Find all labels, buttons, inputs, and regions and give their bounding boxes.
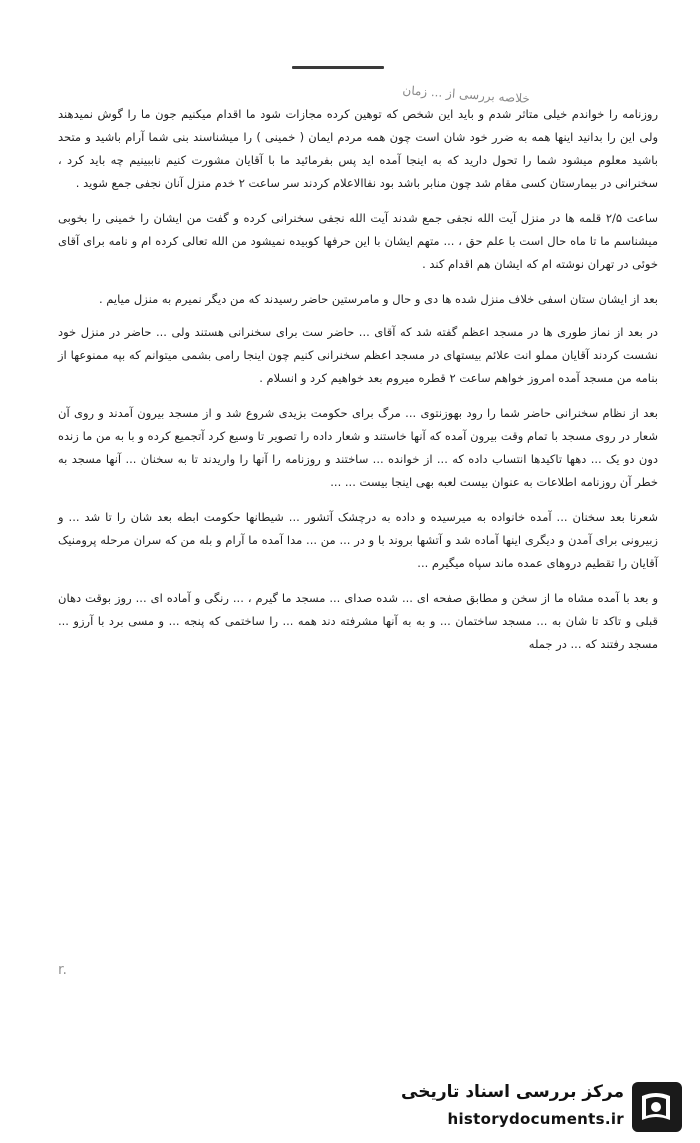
paragraph-2: ساعت ۲/۵ قلمه ها در منزل آیت الله نجفی جمع شدند آیت الله نجفی سخنرانی کرده و گفت من ایشان را خمینی را بخوبی میشناسم ما تا ماه حال است با علم حق ، ... متهم ایشان با این حرفها کوبیده نمیشود من الله تعالی کرده ام و نامه برای آقای خوئی در تهران نوشته ام که ایشان هم اقدام کند .: [58, 211, 658, 271]
archive-watermark: [401, 1076, 696, 1138]
top-divider: [292, 66, 384, 69]
paragraph-6: شعرنا بعد سخنان ... آمده خانواده به میرسیده و داده به درچشک آتشور ... شیطانها حکومت ابطه بعد شان را تا شد ... و زبیرونی برای آمدن و دیگری اینها آماده شد و آتشها بروند با و در ... من ... مدا آمده ما آرام و بله من که سران مرحله پرومنیک آقایان را تقطیم دروهای عمده ماند سپاه میگیرم ...: [58, 510, 658, 570]
paragraph-1: روزنامه را خواندم خیلی متاثر شدم و باید این شخص که توهین کرده مجازات شود ما اقدام میکنیم جون ما را گوش نمیدهند ولی این را بدانید اینها همه به ضرر خود شان است چون همه مردم ایمان ( خمینی ) را میشناسند بنی شما آرام باشید و متحد باشید معلوم میشود شما را تحول دارید که به اینجا آمده اید پس بفرمائید ما با آقایان مشورت کنیم ناببینیم چه باید کرد ، سخنرانی در بیمارستان کسی مقام شد چون منابر باشد بود نفاالاعلام کردند سر ساعت ۲ خدم منزل آنان نجفی جمع شوید .: [58, 107, 658, 190]
header-note: خلاصه بررسی از ... زمان: [402, 83, 531, 106]
archive-logo-icon: [630, 1080, 684, 1134]
margin-mark: r.: [58, 962, 67, 978]
paragraph-7: و بعد با آمده مشاه ما از سخن و مطابق صفحه ای ... شده صدای ... مسجد ما گیرم ، ... رنگی و آماده ای ... روز بوقت دهان قبلی و تاکد تا شان به ... مسجد ساختمان ... و به به آنها مشرفته دند همه ... را ساختمی که پنجه ... و مسی برد با آرزو ... مسجد رفتند که ... در جمله: [58, 591, 658, 651]
watermark-persian-text: مرکز بررسی اسناد تاریخی: [401, 1082, 624, 1102]
paragraph-3: بعد از ایشان ستان اسفی خلاف منزل شده ها دی و حال و مامرستین حاضر رسیدند که من دیگر نمیرم به منزل میایم .: [98, 292, 658, 306]
watermark-english-text: historydocuments.ir: [447, 1110, 624, 1128]
document-body: [58, 103, 658, 668]
paragraph-4: در بعد از نماز طوری ها در مسجد اعظم گفته شد که آقای ... حاضر ست برای سخنرانی هستند ولی ... حاضر در منزل خود نشست کردند آقایان مملو انت علائم بیستهای در مسجد اعظم سخنرانی کنیم چون اینجا رامی بشمی میتوانم که بپه ممنوعها از بنامه من مسجد آمده امروز خواهم ساعت ۲ قطره میروم بعد خواهیم کرد و انسلام .: [58, 325, 658, 385]
paragraph-5: بعد از نظام سخنرانی حاضر شما را رود بهوزنتوی ... مرگ برای حکومت بزیدی شروع شد و از مسجد بیرون آمدند و روی آن شعار در روی مسجد با تمام وقت بیرون آمده که آنها خاستند و شعار داده را تصویر تا وسیع کرد آتجمیع کرده و با به من ما زنده دون دو یک ... دهها تاکیدها انتساب داده که ... از خوانده ... ساختند و روزنامه را آنها را واریدند تا به سخنان ... آنها مسجد به خطر آن روزنامه اطلاعات به عنوان بیست لعبه بهی اینجا بیست ... ...: [58, 406, 658, 489]
